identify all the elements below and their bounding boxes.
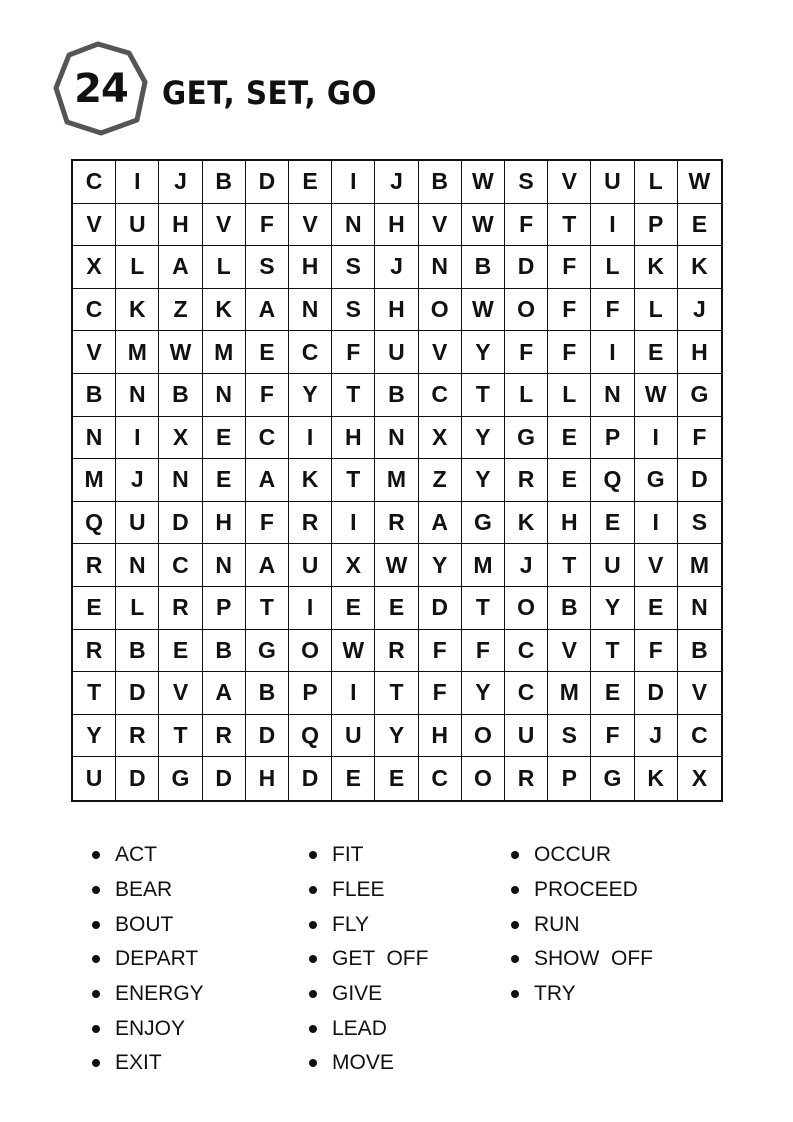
grid-cell[interactable]: B (203, 161, 246, 204)
grid-cell[interactable]: T (332, 374, 375, 417)
grid-cell[interactable]: E (548, 459, 591, 502)
grid-cell[interactable]: R (505, 459, 548, 502)
grid-cell[interactable]: W (678, 161, 721, 204)
grid-cell[interactable]: A (246, 544, 289, 587)
grid-cell[interactable]: G (246, 630, 289, 673)
grid-cell[interactable]: L (505, 374, 548, 417)
grid-cell[interactable]: M (548, 672, 591, 715)
grid-cell[interactable]: U (375, 331, 418, 374)
grid-cell[interactable]: B (548, 587, 591, 630)
grid-cell[interactable]: L (635, 161, 678, 204)
grid-cell[interactable]: V (419, 331, 462, 374)
grid-cell[interactable]: G (678, 374, 721, 417)
grid-cell[interactable]: K (203, 289, 246, 332)
word-list-item (309, 1046, 428, 1081)
grid-cell[interactable]: Y (462, 459, 505, 502)
word-list-item (511, 977, 653, 1012)
grid-cell[interactable]: Y (375, 715, 418, 758)
grid-cell[interactable]: H (375, 204, 418, 247)
grid-cell[interactable]: V (289, 204, 332, 247)
grid-cell[interactable]: C (419, 374, 462, 417)
grid-cell[interactable]: K (289, 459, 332, 502)
grid-cell[interactable]: O (505, 587, 548, 630)
word-list-item (92, 838, 204, 873)
grid-cell[interactable]: F (591, 289, 634, 332)
grid-cell[interactable]: W (332, 630, 375, 673)
grid-cell[interactable]: R (505, 757, 548, 800)
grid-cell[interactable]: N (116, 544, 159, 587)
grid-cell[interactable]: P (591, 417, 634, 460)
grid-cell[interactable]: N (332, 204, 375, 247)
grid-cell[interactable]: E (635, 587, 678, 630)
grid-cell[interactable]: M (375, 459, 418, 502)
grid-cell[interactable]: L (116, 587, 159, 630)
word-list-item (92, 977, 204, 1012)
grid-cell[interactable]: E (332, 587, 375, 630)
word-label: RUN (534, 912, 580, 936)
grid-cell[interactable]: C (246, 417, 289, 460)
grid-cell[interactable]: A (203, 672, 246, 715)
word-list-item (92, 907, 204, 942)
word-label: DEPART (115, 947, 199, 971)
grid-cell[interactable]: V (635, 544, 678, 587)
puzzle-number-badge (53, 40, 149, 136)
grid-cell[interactable]: E (591, 502, 634, 545)
grid-cell[interactable]: N (203, 544, 246, 587)
grid-cell[interactable]: O (462, 715, 505, 758)
grid-cell[interactable]: M (462, 544, 505, 587)
grid-cell[interactable]: D (419, 587, 462, 630)
bullet-dot-icon (92, 851, 100, 859)
grid-cell[interactable]: V (159, 672, 202, 715)
grid-cell[interactable]: T (332, 459, 375, 502)
grid-cell[interactable]: F (246, 374, 289, 417)
grid-cell[interactable]: V (678, 672, 721, 715)
word-label: FLY (332, 912, 369, 936)
word-list-column-2 (309, 838, 428, 1081)
grid-cell[interactable]: U (73, 757, 116, 800)
grid-cell[interactable]: U (116, 502, 159, 545)
grid-cell[interactable]: T (375, 672, 418, 715)
grid-cell[interactable]: X (159, 417, 202, 460)
word-list-item (92, 1046, 204, 1081)
word-label: FLEE (332, 878, 385, 902)
grid-cell[interactable]: Q (73, 502, 116, 545)
grid-cell[interactable]: F (246, 502, 289, 545)
grid-cell[interactable]: C (419, 757, 462, 800)
grid-cell[interactable]: R (203, 715, 246, 758)
grid-cell[interactable]: J (505, 544, 548, 587)
word-label: BEAR (115, 878, 173, 902)
grid-cell[interactable]: K (635, 757, 678, 800)
grid-cell[interactable]: V (73, 204, 116, 247)
grid-cell[interactable]: R (375, 630, 418, 673)
grid-cell[interactable]: D (159, 502, 202, 545)
grid-cell[interactable]: O (289, 630, 332, 673)
grid-cell[interactable]: N (419, 246, 462, 289)
grid-cell[interactable]: H (419, 715, 462, 758)
grid-cell[interactable]: E (159, 630, 202, 673)
grid-cell[interactable]: Y (591, 587, 634, 630)
grid-cell[interactable]: Y (73, 715, 116, 758)
grid-cell[interactable]: J (635, 715, 678, 758)
grid-cell[interactable]: T (73, 672, 116, 715)
bullet-dot-icon (309, 1025, 317, 1033)
grid-cell[interactable]: N (375, 417, 418, 460)
grid-cell[interactable]: B (203, 630, 246, 673)
grid-cell[interactable]: N (289, 289, 332, 332)
grid-cell[interactable]: G (635, 459, 678, 502)
grid-cell[interactable]: W (462, 161, 505, 204)
grid-cell[interactable]: X (691, 765, 708, 792)
grid-cell[interactable]: U (505, 715, 548, 758)
grid-cell[interactable]: H (375, 289, 418, 332)
grid-cell[interactable]: T (591, 630, 634, 673)
grid-cell[interactable]: A (246, 459, 289, 502)
grid-cell[interactable]: E (591, 672, 634, 715)
grid-cell[interactable]: Y (462, 331, 505, 374)
word-label: PROCEED (534, 878, 638, 902)
grid-cell[interactable]: H (548, 502, 591, 545)
grid-cell[interactable]: R (289, 502, 332, 545)
word-list-item (309, 942, 428, 977)
grid-cell[interactable]: V (548, 630, 591, 673)
grid-cell[interactable]: M (203, 331, 246, 374)
bullet-dot-icon (511, 851, 519, 859)
bullet-dot-icon (92, 886, 100, 894)
grid-cell[interactable]: Q (591, 459, 634, 502)
grid-cell[interactable]: T (462, 374, 505, 417)
grid-cell[interactable]: H (332, 417, 375, 460)
bullet-dot-icon (92, 921, 100, 929)
grid-cell[interactable]: I (116, 161, 159, 204)
grid-cell[interactable]: I (591, 331, 634, 374)
word-list-item (92, 873, 204, 908)
grid-cell[interactable]: P (203, 587, 246, 630)
grid-cell[interactable]: U (289, 544, 332, 587)
grid-cell[interactable]: T (159, 715, 202, 758)
bullet-dot-icon (511, 955, 519, 963)
word-label: TRY (534, 982, 576, 1006)
grid-cell[interactable]: F (505, 331, 548, 374)
grid-cell[interactable]: R (116, 715, 159, 758)
grid-cell[interactable]: W (375, 544, 418, 587)
grid-cell[interactable]: R (159, 587, 202, 630)
grid-cell[interactable]: K (635, 246, 678, 289)
grid-cell[interactable]: L (203, 246, 246, 289)
grid-cell[interactable]: N (203, 374, 246, 417)
grid-cell[interactable]: J (375, 161, 418, 204)
grid-cell[interactable]: W (462, 289, 505, 332)
word-list-column-3 (511, 838, 653, 1011)
grid-cell[interactable]: I (289, 417, 332, 460)
grid-cell[interactable]: W (159, 331, 202, 374)
grid-cell[interactable]: V (203, 204, 246, 247)
grid-cell[interactable]: Z (159, 289, 202, 332)
bullet-dot-icon (309, 955, 317, 963)
grid-cell[interactable]: T (462, 587, 505, 630)
grid-cell[interactable]: N (159, 459, 202, 502)
grid-cell[interactable]: N (591, 374, 634, 417)
grid-cell[interactable]: K (678, 246, 721, 289)
grid-cell[interactable]: E (635, 331, 678, 374)
grid-cell[interactable]: X (332, 544, 375, 587)
grid-cell[interactable]: B (159, 374, 202, 417)
grid-cell[interactable]: U (591, 161, 634, 204)
grid-cell[interactable]: L (591, 246, 634, 289)
grid-cell[interactable]: S (332, 289, 375, 332)
grid-cell[interactable]: Z (419, 459, 462, 502)
word-label: FIT (332, 843, 364, 867)
word-label: GET OFF (332, 947, 429, 971)
grid-cell[interactable]: B (419, 161, 462, 204)
word-label: LEAD (332, 1016, 387, 1040)
grid-cell[interactable]: E (289, 161, 332, 204)
grid-cell[interactable]: E (73, 587, 116, 630)
grid-cell[interactable]: S (678, 502, 721, 545)
word-list-item (511, 942, 653, 977)
grid-cell[interactable]: U (116, 204, 159, 247)
grid-cell[interactable]: C (289, 331, 332, 374)
grid-cell[interactable]: U (591, 544, 634, 587)
grid-cell[interactable]: F (548, 331, 591, 374)
grid-cell[interactable]: S (548, 715, 591, 758)
grid-cell[interactable]: I (591, 204, 634, 247)
grid-cell[interactable]: I (635, 417, 678, 460)
bullet-dot-icon (511, 990, 519, 998)
grid-cell[interactable]: I (116, 417, 159, 460)
grid-cell[interactable]: V (419, 204, 462, 247)
grid-cell[interactable]: C (505, 672, 548, 715)
grid-cell[interactable]: Y (462, 417, 505, 460)
grid-cell[interactable]: B (678, 630, 721, 673)
grid-cell[interactable]: F (462, 630, 505, 673)
grid-cell[interactable]: P (635, 204, 678, 247)
grid-cell[interactable]: E (203, 459, 246, 502)
grid-cell[interactable]: D (289, 757, 332, 800)
bullet-dot-icon (309, 921, 317, 929)
grid-cell[interactable]: R (375, 502, 418, 545)
word-label: SHOW OFF (534, 947, 653, 971)
grid-cell[interactable]: E (332, 757, 375, 800)
grid-cell[interactable]: Y (419, 544, 462, 587)
grid-cell[interactable]: O (419, 289, 462, 332)
grid-cell[interactable]: S (332, 246, 375, 289)
grid-cell[interactable]: M (73, 459, 116, 502)
grid-cell[interactable]: S (246, 246, 289, 289)
grid-cell[interactable]: J (116, 459, 159, 502)
word-list-item (309, 838, 428, 873)
grid-cell[interactable]: F (246, 204, 289, 247)
word-list-item (92, 1011, 204, 1046)
grid-cell[interactable]: F (548, 289, 591, 332)
grid-cell[interactable]: L (116, 246, 159, 289)
word-list-item (92, 942, 204, 977)
grid-cell[interactable]: M (116, 331, 159, 374)
word-list-item (511, 838, 653, 873)
word-label: MOVE (332, 1051, 394, 1075)
grid-cell[interactable]: C (159, 544, 202, 587)
grid-cell[interactable]: D (635, 672, 678, 715)
grid-cell[interactable]: G (505, 417, 548, 460)
grid-cell[interactable]: U (332, 715, 375, 758)
grid-cell[interactable]: X (73, 246, 116, 289)
word-search-grid (71, 159, 723, 802)
word-label: ACT (115, 843, 157, 867)
word-label: GIVE (332, 982, 383, 1006)
grid-cell[interactable]: K (116, 289, 159, 332)
grid-cell[interactable]: E (375, 757, 418, 800)
word-list-item (309, 907, 428, 942)
puzzle-number: 24 (74, 66, 128, 112)
grid-cell[interactable]: B (246, 672, 289, 715)
grid-cell[interactable]: M (678, 544, 721, 587)
word-label: OCCUR (534, 843, 611, 867)
grid-cell[interactable]: A (159, 246, 202, 289)
grid-cell[interactable]: N (116, 374, 159, 417)
grid-cell[interactable]: S (505, 161, 548, 204)
bullet-dot-icon (92, 955, 100, 963)
grid-cell[interactable]: E (246, 331, 289, 374)
grid-cell[interactable]: N (678, 587, 721, 630)
bullet-dot-icon (511, 921, 519, 929)
bullet-dot-icon (309, 851, 317, 859)
bullet-dot-icon (309, 990, 317, 998)
grid-cell[interactable]: J (375, 246, 418, 289)
grid-cell[interactable]: I (332, 161, 375, 204)
word-list-column-1 (92, 838, 204, 1081)
grid-cell[interactable]: J (159, 161, 202, 204)
grid-cell[interactable]: R (73, 544, 116, 587)
grid-cell[interactable]: G (462, 502, 505, 545)
grid-cell[interactable]: A (419, 502, 462, 545)
grid-cell[interactable]: V (73, 331, 116, 374)
grid-cell[interactable]: B (462, 246, 505, 289)
grid-cell[interactable]: Y (289, 374, 332, 417)
grid-cell[interactable]: R (73, 630, 116, 673)
grid-cell[interactable]: F (678, 417, 721, 460)
grid-cell[interactable]: H (289, 246, 332, 289)
grid-cell[interactable]: C (73, 161, 116, 204)
grid-cell[interactable]: H (203, 502, 246, 545)
grid-cell[interactable]: K (505, 502, 548, 545)
grid-cell[interactable]: T (548, 204, 591, 247)
grid-cell[interactable]: A (246, 289, 289, 332)
word-list-item (309, 873, 428, 908)
grid-cell[interactable]: I (332, 672, 375, 715)
grid-cell[interactable]: D (116, 672, 159, 715)
word-label: ENJOY (115, 1016, 186, 1040)
grid-cell[interactable]: Y (462, 672, 505, 715)
grid-cell[interactable]: F (505, 204, 548, 247)
grid-cell[interactable]: E (678, 204, 721, 247)
grid-cell[interactable]: D (116, 757, 159, 800)
word-list-item (309, 1011, 428, 1046)
grid-cell[interactable]: F (332, 331, 375, 374)
word-list-item (511, 873, 653, 908)
grid-cell[interactable]: W (462, 204, 505, 247)
grid-cell[interactable]: D (505, 246, 548, 289)
grid-cell[interactable]: B (73, 374, 116, 417)
grid-cell[interactable]: D (678, 459, 721, 502)
grid-cell[interactable]: I (332, 502, 375, 545)
grid-cell[interactable]: H (246, 757, 289, 800)
word-list-item (511, 907, 653, 942)
grid-cell[interactable]: N (73, 417, 116, 460)
word-list-item (309, 977, 428, 1012)
grid-cell[interactable]: I (635, 502, 678, 545)
grid-cell[interactable]: W (635, 374, 678, 417)
grid-cell[interactable]: L (548, 374, 591, 417)
grid-cell[interactable]: D (246, 715, 289, 758)
grid-cell[interactable]: F (419, 672, 462, 715)
grid-cell[interactable]: H (159, 204, 202, 247)
grid-cell[interactable]: D (203, 757, 246, 800)
puzzle-title: GET, SET, GO (162, 74, 377, 112)
bullet-dot-icon (92, 990, 100, 998)
grid-cell[interactable]: X (419, 417, 462, 460)
grid-cell[interactable]: J (678, 289, 721, 332)
grid-cell[interactable]: G (591, 757, 634, 800)
grid-cell[interactable]: H (678, 331, 721, 374)
grid-cell[interactable]: P (289, 672, 332, 715)
word-label: BOUT (115, 912, 174, 936)
bullet-dot-icon (309, 886, 317, 894)
grid-cell[interactable]: I (289, 587, 332, 630)
grid-cell[interactable]: P (548, 757, 591, 800)
bullet-dot-icon (511, 886, 519, 894)
bullet-dot-icon (309, 1059, 317, 1067)
grid-cell[interactable]: E (375, 587, 418, 630)
grid-cell[interactable]: B (116, 630, 159, 673)
grid-cell[interactable]: D (246, 161, 289, 204)
grid-cell[interactable]: F (548, 246, 591, 289)
bullet-dot-icon (92, 1025, 100, 1033)
grid-cell[interactable]: C (678, 715, 721, 758)
grid-cell[interactable]: L (635, 289, 678, 332)
grid-cell[interactable]: G (159, 757, 202, 800)
grid-cell[interactable]: T (548, 544, 591, 587)
word-label: EXIT (115, 1051, 162, 1075)
grid-cell[interactable]: F (591, 715, 634, 758)
grid-cell[interactable]: F (635, 630, 678, 673)
grid-cell[interactable]: C (505, 630, 548, 673)
bullet-dot-icon (92, 1059, 100, 1067)
grid-cell[interactable]: B (375, 374, 418, 417)
grid-cell[interactable]: T (246, 587, 289, 630)
grid-cell[interactable]: Q (289, 715, 332, 758)
grid-cell[interactable]: O (505, 289, 548, 332)
grid-cell[interactable]: E (548, 417, 591, 460)
grid-cell[interactable]: O (462, 757, 505, 800)
grid-cell[interactable]: E (203, 417, 246, 460)
word-label: ENERGY (115, 982, 204, 1006)
grid-cell[interactable]: V (548, 161, 591, 204)
grid-cell[interactable]: F (419, 630, 462, 673)
grid-cell[interactable]: C (73, 289, 116, 332)
